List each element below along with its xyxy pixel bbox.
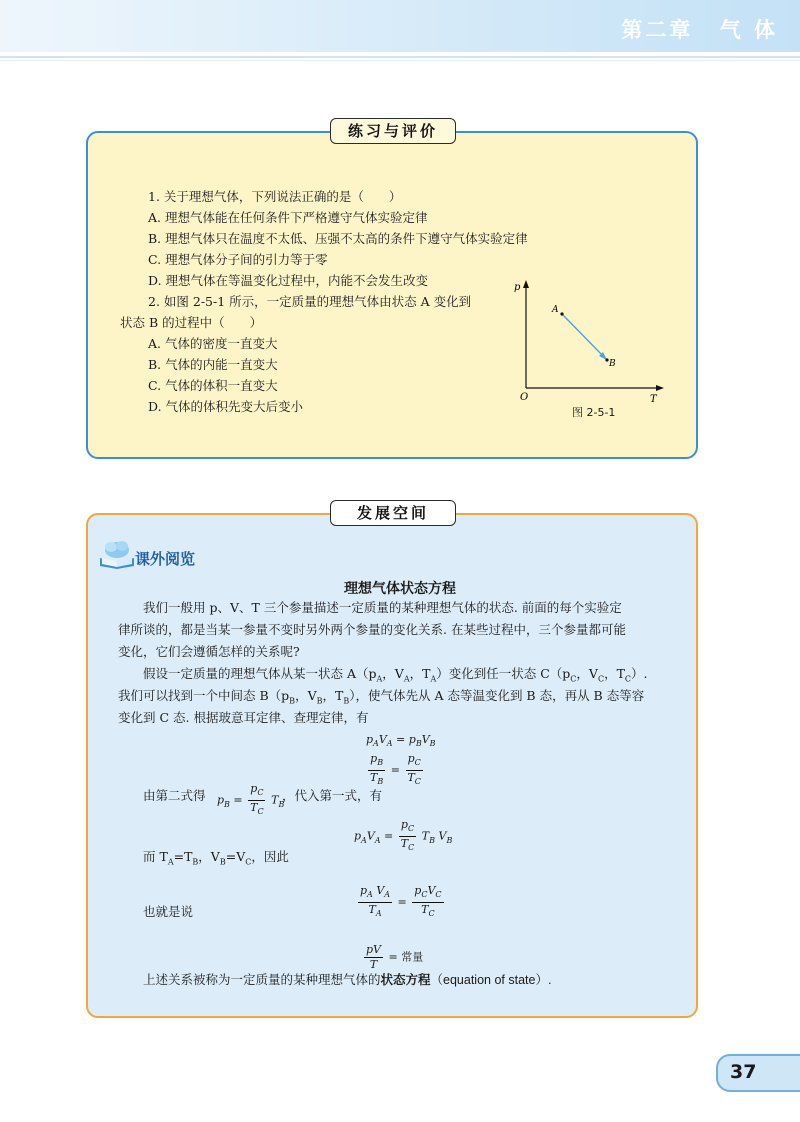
question-2-cont: 状态 B 的过程中（ ） [120,315,263,330]
para2-line2: 我们可以找到一个中间态 $B(p_B$，$V_B$，$T_B$），使气体先从 A 态等温变化到 B 态，再从 B 态等容 [118,688,645,706]
exercise-tab-label: 练习与评价 [330,118,456,144]
question-1-option-a: A. 理想气体能在任何条件下严格遵守气体实验定律 [148,210,428,225]
process-line [562,314,607,360]
point-a-label: A [552,305,559,315]
origin-label: O [520,392,529,403]
y-axis-arrow [523,280,529,288]
header-divider-thin [0,60,800,61]
equation-pb: $p_B$ = $\frac{p_C}{T_C}$ $T_B$ [217,782,285,817]
equation-boyle: $p_AV_A = p_BV_B$ [366,733,436,749]
point-b-label: B [609,359,616,369]
that-is-text: 也就是说 [143,904,194,919]
question-2-option-a: A. 气体的密度一直变大 [148,336,278,351]
question-1-option-c: C. 理想气体分子间的引力等于零 [148,252,328,267]
substitute-text: ，代入第一式，有 [282,788,383,803]
point-a [560,312,563,315]
question-1: 1. 关于理想气体，下列说法正确的是（ ） [148,189,402,204]
question-2-option-d: D. 气体的体积先变大后变小 [148,399,304,414]
and-therefore-text: 而 $T_A=T_B$，$V_B=V_C$，因此 [143,849,289,867]
reading-tag: 课外阅览 [135,550,196,568]
equation-state-ac: $\frac{p_A V_A}{T_A}$ = $\frac{p_CV_C}{T_C}$ [360,884,442,919]
question-2: 2. 如图 2-5-1 所示，一定质量的理想气体由状态 A 变化到 [148,294,472,309]
chapter-topic: 气 体 [719,18,778,42]
equation-substituted: $p_AV_A$ = $\frac{p_C}{T_C}$ $T_B$ $V_B$ [354,818,453,853]
question-2-option-b: B. 气体的内能一直变大 [148,357,278,372]
para2-line1: 假设一定质量的理想气体从某一状态 $A(p_A$，$V_A$，$T_A$）变化到任一状态 $C(p_C$，$V_C$，$T_C$）. [143,666,648,684]
para1-line3: 变化，它们会遵循怎样的关系呢? [118,644,300,659]
development-tab-label: 发展空间 [330,500,456,526]
conclusion-text: 上述关系被称为一定质量的某种理想气体的状态方程（equation of state）. [143,972,552,987]
question-1-option-b: B. 理想气体只在温度不太低、压强不太高的条件下遵守气体实验定律 [148,231,528,246]
question-1-option-d: D. 理想气体在等温变化过程中，内能不会发生改变 [148,273,429,288]
x-axis-label: T [650,394,657,405]
equation-constant: $\frac{pV}{T}$ = 常量 [366,943,424,971]
y-axis-label: p [514,282,521,293]
equation-charles: $\frac{p_B}{T_B}$ = $\frac{p_C}{T_C}$ [370,752,421,787]
question-2-option-c: C. 气体的体积一直变大 [148,378,278,393]
para2-line3: 变化到 C 态. 根据玻意耳定律、查理定律，有 [118,710,369,725]
from-second-text: 由第二式得 [143,788,206,803]
page-number: 37 [730,1061,757,1083]
page-number-tab [716,1054,800,1092]
chapter-number: 第二章 [621,18,694,42]
x-axis-arrow [656,385,664,391]
chapter-title [605,14,778,44]
para1-line2: 律所谈的，都是当某一参量不变时另外两个参量的变化关系. 在某些过程中，三个参量都可能 [118,622,626,637]
header-divider [0,56,800,58]
open-book-icon [97,536,137,570]
para1-line1: 我们一般用 p、V、T 三个参量描述一定质量的某种理想气体的状态. 前面的每个实验定 [143,600,622,615]
figure-caption: 图 2-5-1 [572,406,616,419]
article-title: 理想气体状态方程 [344,581,456,597]
